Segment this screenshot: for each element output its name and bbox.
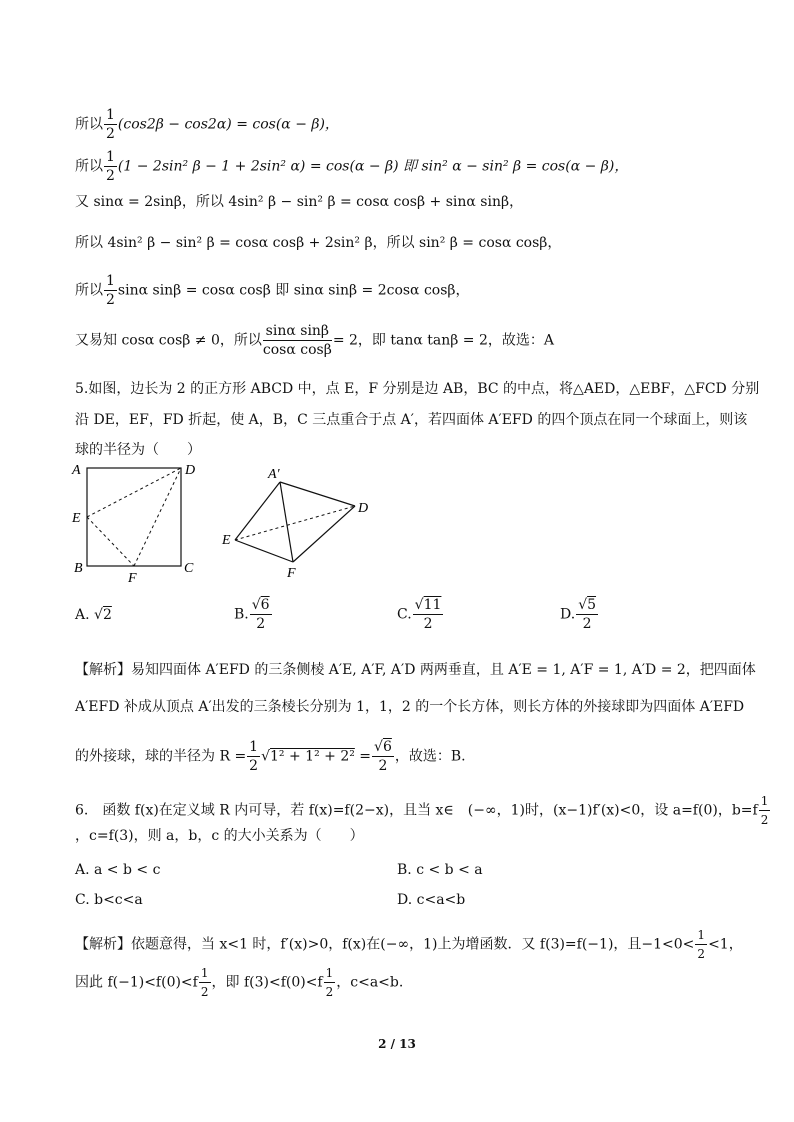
q5-analysis-2: A′EFD 补成从顶点 A′出发的三条棱长分别为 1，1，2 的一个长方体，则长方体的外接球即为四面体 A′EFD	[75, 699, 745, 715]
solution-line-5: 所以 $\frac{1}{2}$ sinα sinβ = cosα cosβ 即 sinα sinβ = 2cosα cosβ，	[75, 273, 470, 308]
q5-line-1: 5.如图，边长为 2 的正方形 ABCD 中，点 E，F 分别是边 AB，BC 的中点，将△AED，△EBF，△FCD 分别	[75, 381, 760, 397]
label-d: D	[185, 463, 196, 478]
q6-analysis-2: 因此 f(−1)<f(0)<f $\frac{1}{2}$ ，即 f(3)<f(0)<f $\frac{1}{2}$ ，c<a<b.	[75, 966, 404, 999]
label-a-prime: A′	[268, 467, 280, 482]
segment-ed	[87, 468, 181, 517]
q5-option-b: B. $\frac{√6}{2}$	[234, 597, 270, 632]
q5-option-d: D. $\frac{√5}{2}$	[560, 597, 597, 632]
segment-fd	[134, 468, 181, 566]
q6-option-d: D. c<a<b	[397, 892, 466, 908]
label-f2: F	[287, 566, 296, 581]
label-e2: E	[222, 533, 231, 548]
q5-analysis-1: 【解析】易知四面体 A′EFD 的三条侧棱 A′E, A′F, A′D 两两垂直，且 A′E = 1, A′F = 1, A′D = 2，把四面体	[75, 662, 756, 678]
q5-option-a: A. √2	[75, 607, 112, 623]
label-a: A	[72, 463, 81, 478]
q6-option-a: A. a < b < c	[75, 862, 161, 878]
label-e: E	[72, 511, 81, 526]
q5-line-2: 沿 DE，EF，FD 折起，使 A，B，C 三点重合于点 A′，若四面体 A′EFD 的四个顶点在同一个球面上，则该	[75, 412, 748, 428]
q6-analysis-1: 【解析】依题意得，当 x<1 时，f′(x)>0，f(x)在(−∞，1)上为增函数．又 f(3)=f(−1)，且−1<0< $\frac{1}{2}$ <1，	[75, 928, 743, 961]
segment-ef	[87, 517, 134, 566]
solution-line-4: 所以 4sin² β − sin² β = cosα cosβ + 2sin² β，所以 sin² β = cosα cosβ，	[75, 235, 562, 251]
solution-line-3: 又 sinα = 2sinβ，所以 4sin² β − sin² β = cosα cosβ + sinα sinβ，	[75, 194, 524, 210]
q5-option-c: C. $\frac{√11}{2}$	[397, 597, 442, 632]
q6-option-c: C. b<c<a	[75, 892, 143, 908]
q5-line-3: 球的半径为（ ）	[75, 442, 201, 458]
tetrahedron-figure	[215, 462, 385, 582]
label-f: F	[128, 571, 137, 585]
square-figure	[60, 460, 210, 585]
page-number: 2 / 13	[378, 1037, 416, 1051]
q6-option-b: B. c < b < a	[397, 862, 483, 878]
q6-line-1: 6. 函数 f(x)在定义域 R 内可导，若 f(x)=f(2−x)，且当 x∈ (−∞，1)时，(x−1)f′(x)<0，设 a=f(0)，b=f $\frac{1}{2}$	[75, 794, 769, 827]
q5-analysis-3: 的外接球，球的半径为 R = $\frac{1}{2}$ √1² + 1² + 2² = $\frac{√6}{2}$ ，故选：B.	[75, 739, 466, 774]
label-c: C	[184, 561, 194, 576]
solution-line-2: 所以 $\frac{1}{2}$ (1 − 2sin² β − 1 + 2sin² α) = cos(α − β) 即 sin² α − sin² β = cos(α − β)，	[75, 149, 629, 184]
label-d2: D	[358, 501, 369, 516]
solution-line-1: 所以 $\frac{1}{2}$ (cos2β − cos2α) = cos(α − β)，	[75, 107, 339, 142]
q6-line-2: ，c=f(3)，则 a，b，c 的大小关系为（ ）	[75, 828, 364, 844]
solution-line-6: 又易知 cosα cosβ ≠ 0，所以 $\frac{\text{sinα sinβ}}{\text{cosα cosβ}}$ = 2，即 tanα tanβ = 2，故选：A	[75, 323, 554, 358]
label-b: B	[74, 561, 83, 576]
square-abcd	[87, 468, 181, 566]
